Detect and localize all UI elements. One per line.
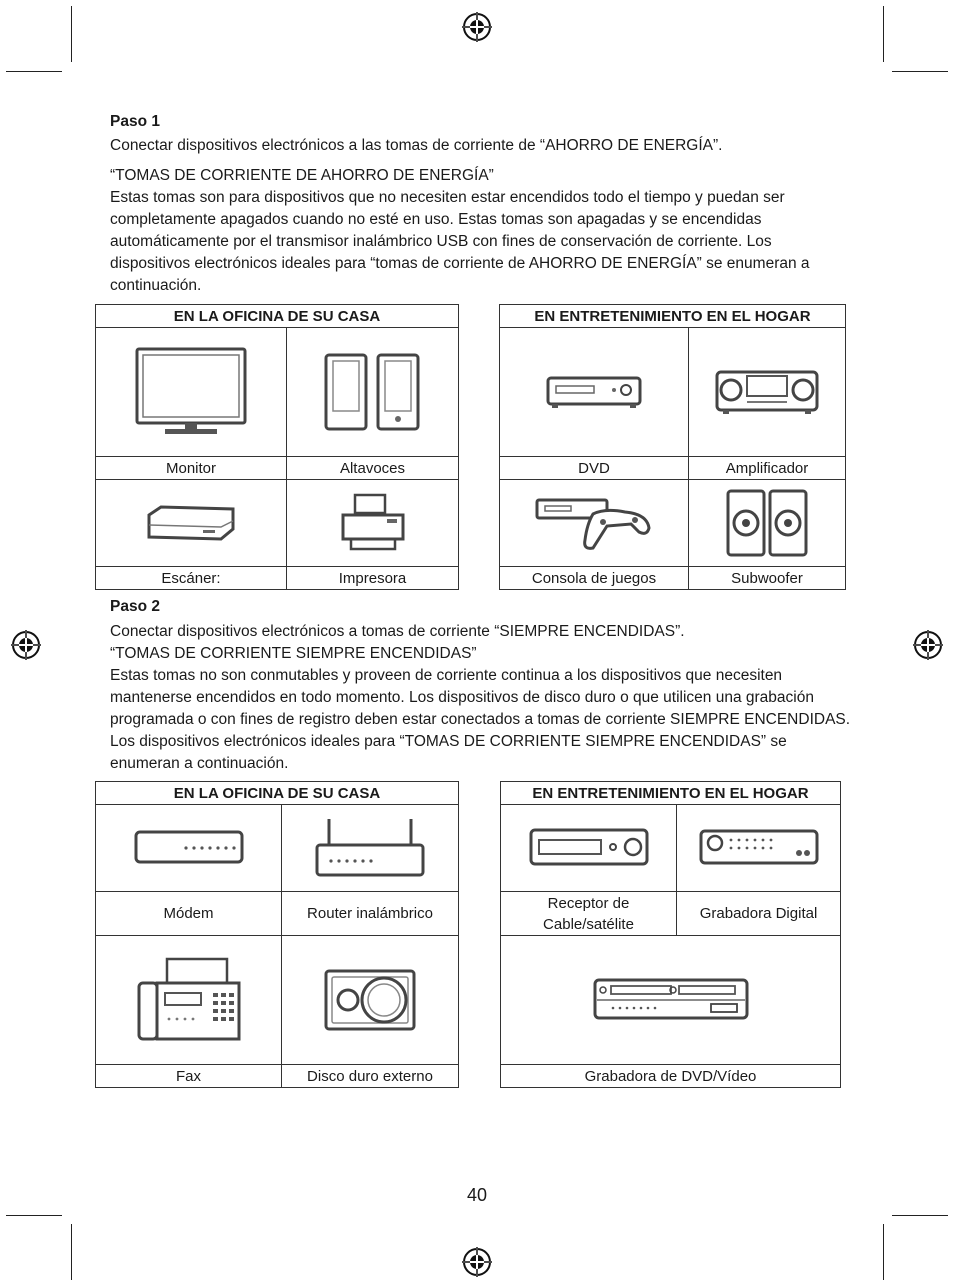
printer-icon	[337, 493, 409, 553]
device-label-scanner: Escáner:	[96, 567, 287, 590]
registration-mark-icon	[912, 629, 944, 661]
page-number: 40	[466, 1185, 488, 1205]
step2-home-table	[500, 781, 841, 1088]
device-label-subwoofer: Subwoofer	[689, 567, 846, 590]
registration-mark-icon	[461, 11, 493, 43]
device-label-cable-receiver: Receptor de Cable/satélite	[501, 892, 677, 936]
crop-mark	[71, 6, 72, 62]
step2-office-table	[95, 781, 459, 1088]
device-label-external-hdd: Disco duro externo	[282, 1065, 459, 1088]
device-label-dvd-video-recorder: Grabadora de DVD/Vídeo	[501, 1065, 841, 1088]
step1-home-table	[499, 304, 846, 590]
speakers-icon	[323, 353, 423, 431]
table-header: EN LA OFICINA DE SU CASA	[96, 782, 459, 805]
registration-mark-icon	[10, 629, 42, 661]
cable-satellite-receiver-icon	[529, 828, 649, 868]
device-label-printer: Impresora	[287, 567, 459, 590]
step1-body: Estas tomas son para dispositivos que no necesiten estar encendidos todo el tiempo y puedan ser completamente apagados cuando no esté en uso. Estas tomas son apagadas y se encendidas automáticamente por el transmisor inalámbrico USB con fines de conservación de corriente. Los dispositivos electrónicos ideales para “tomas de corriente de AHORRO DE ENERGÍA” se enumeran a continuación.	[110, 189, 810, 294]
step1-intro: Conectar dispositivos electrónicos a las tomas de corriente de “AHORRO DE ENERGÍA”.	[110, 137, 723, 154]
table-header: EN ENTRETENIMIENTO EN EL HOGAR	[501, 782, 841, 805]
registration-mark-icon	[461, 1246, 493, 1278]
device-label-router: Router inalámbrico	[282, 892, 459, 936]
step2-subheading: “TOMAS DE CORRIENTE SIEMPRE ENCENDIDAS”	[110, 645, 477, 662]
monitor-icon	[135, 347, 247, 437]
subwoofer-icon	[726, 489, 808, 557]
device-label-speakers: Altavoces	[287, 457, 459, 480]
device-label-game-console: Consola de juegos	[500, 567, 689, 590]
step2-body: Estas tomas no son conmutables y proveen de corriente continua a los dispositivos que necesiten mantenerse encendidos en todo momento. Los dispositivos de disco duro o que utilicen una grabación programada o con fines de registro deben estar conectados a tomas de corriente SIEMPRE ENCENDIDAS. Los dispositivos electrónicos ideales para “TOMAS DE CORRIENTE SIEMPRE ENCENDIDAS” se enumeran a continuación.	[110, 667, 851, 772]
amplifier-icon	[715, 368, 819, 416]
step1-office-table	[95, 304, 459, 590]
device-label-fax: Fax	[96, 1065, 282, 1088]
external-hard-drive-icon	[324, 969, 416, 1031]
fax-icon	[137, 957, 241, 1043]
device-label-amplifier: Amplificador	[689, 457, 846, 480]
table-header: EN LA OFICINA DE SU CASA	[96, 305, 459, 328]
game-console-icon	[535, 494, 653, 552]
crop-mark	[71, 1224, 72, 1280]
device-label-dvd: DVD	[500, 457, 689, 480]
crop-mark	[892, 1215, 948, 1216]
device-label-modem: Módem	[96, 892, 282, 936]
device-label-monitor: Monitor	[96, 457, 287, 480]
step2-heading: Paso 2	[110, 598, 160, 615]
dvd-icon	[546, 374, 642, 410]
device-label-digital-recorder: Grabadora Digital	[677, 892, 841, 936]
crop-mark	[6, 1215, 62, 1216]
dvd-video-recorder-icon	[593, 978, 749, 1022]
digital-recorder-icon	[699, 829, 819, 867]
step1-heading: Paso 1	[110, 113, 160, 130]
step2-intro: Conectar dispositivos electrónicos a tomas de corriente “SIEMPRE ENCENDIDAS”.	[110, 623, 685, 640]
crop-mark	[6, 71, 62, 72]
crop-mark	[883, 6, 884, 62]
wireless-router-icon	[315, 817, 425, 879]
crop-mark	[892, 71, 948, 72]
scanner-icon	[145, 503, 237, 543]
step1-subheading: “TOMAS DE CORRIENTE DE AHORRO DE ENERGÍA”	[110, 167, 494, 184]
table-header: EN ENTRETENIMIENTO EN EL HOGAR	[500, 305, 846, 328]
crop-mark	[883, 1224, 884, 1280]
modem-icon	[134, 830, 244, 866]
